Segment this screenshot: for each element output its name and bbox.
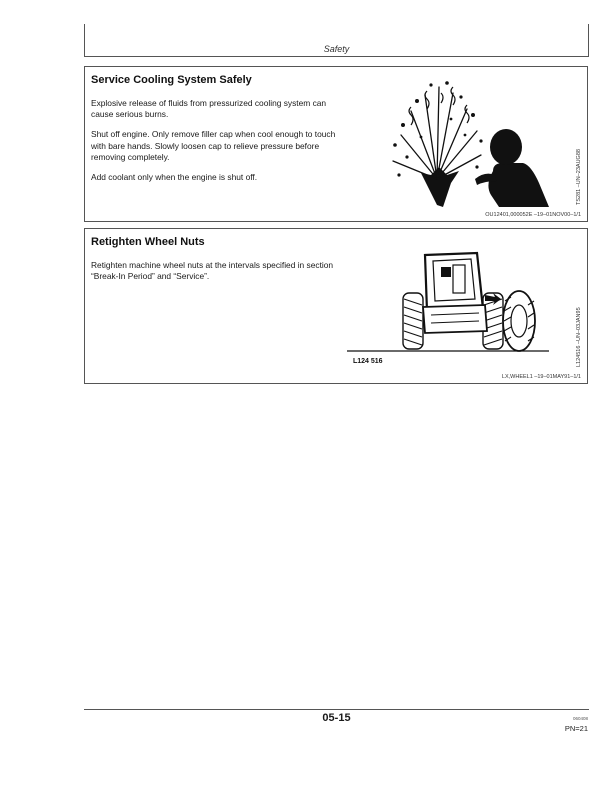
section-title: Service Cooling System Safely — [91, 74, 252, 86]
page-number: 05-15 — [322, 712, 351, 724]
section-reference: OU12401,000052E –19–01NOV00–1/1 — [485, 212, 581, 218]
pn-label: PN=21 — [564, 724, 588, 733]
figure-code: L124516 –UN–03JAN95 — [576, 307, 582, 367]
section-cooling-system — [84, 66, 588, 222]
section-wheel-nuts — [84, 228, 588, 384]
steam-burn-illustration — [381, 75, 563, 209]
header-rule-bottom — [84, 56, 589, 57]
footer-code: 060408 — [572, 716, 588, 721]
running-header: Safety — [323, 44, 350, 54]
paragraph: Explosive release of fluids from pressurized cooling system can cause serious burns. — [91, 98, 327, 120]
paragraph: Add coolant only when the engine is shut off. — [91, 172, 258, 183]
figure-code: TS281 –UN–23AUG88 — [576, 149, 582, 205]
section-body — [91, 98, 341, 192]
section-title: Retighten Wheel Nuts — [91, 236, 205, 248]
section-body — [91, 260, 341, 291]
paragraph: Shut off engine. Only remove filler cap when cool enough to touch with bare hands. Slowly loosen cap to relieve pressure before removing completely. — [91, 129, 336, 162]
section-reference: LX,WHEEL1 –19–01MAY91–1/1 — [501, 374, 581, 380]
paragraph: Retighten machine wheel nuts at the intervals specified in section “Break-In Period” and “Service”. — [91, 260, 334, 282]
footer-rule — [84, 709, 589, 710]
figure-label: L124 516 — [353, 358, 383, 365]
tractor-wheel-illustration — [347, 245, 549, 367]
